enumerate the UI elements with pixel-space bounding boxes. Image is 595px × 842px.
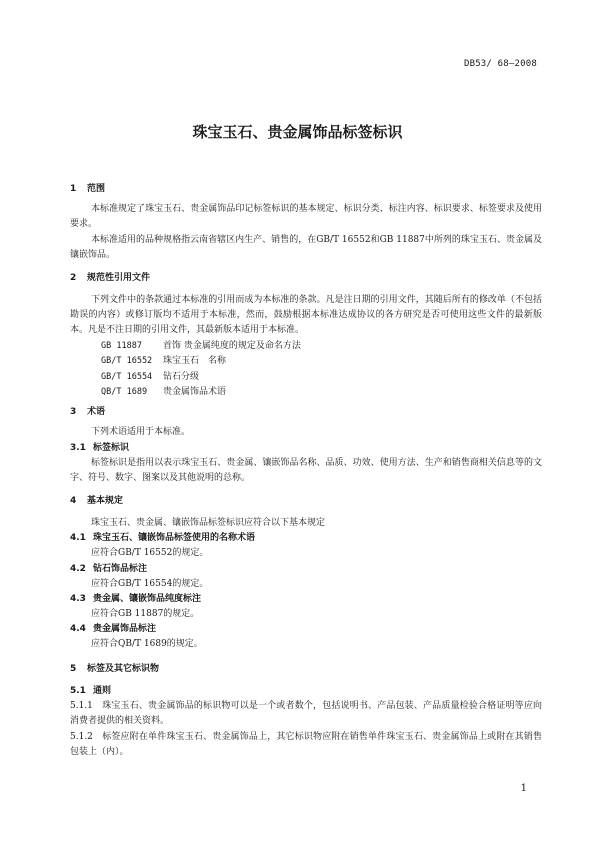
subsection-title: 通则 — [93, 685, 112, 696]
subsection-number: 4.4 — [70, 624, 86, 635]
reference-code: GB 11887 — [101, 340, 142, 351]
reference-list — [70, 339, 542, 401]
subsection-title: 标签标识 — [93, 442, 130, 453]
section-title: 标签及其它标识物 — [87, 663, 160, 674]
paragraph: 本标准规定了珠宝玉石、贵金属饰品印记标签标识的基本规定、标识分类、标注内容、标识要求、标签要求及使用要求。 — [70, 204, 542, 230]
paragraph: 下列术语适用于本标准。 — [91, 427, 191, 438]
subsection-number: 4.2 — [70, 563, 86, 574]
subsection-heading — [70, 622, 542, 637]
subsection-number: 4.3 — [70, 593, 86, 604]
subsection-heading — [70, 592, 542, 607]
paragraph: 5.1.1 珠宝玉石、贵金属饰品的标识物可以是一个或者数个，包括说明书、产品包装、产品质量检验合格证明等应向消费者提供的相关资料。 — [70, 700, 542, 727]
paragraph: 应符合QB/T 1689的规定。 — [91, 639, 203, 650]
reference-name: 首饰 贵金属纯度的规定及命名方法 — [163, 340, 301, 351]
paragraph: 珠宝玉石、贵金属、镶嵌饰品标签标识应符合以下基本规定 — [91, 517, 326, 528]
section-title: 规范性引用文件 — [87, 272, 151, 283]
section-4-heading — [70, 495, 542, 508]
reference-name: 珠宝玉石 名称 — [163, 356, 227, 367]
document-body — [70, 183, 542, 760]
subsection-title: 珠宝玉石、镶嵌饰品标签使用的名称术语 — [93, 533, 256, 544]
subsection-number: 5.1 — [70, 685, 86, 696]
document-code: DB53/ 68—2008 — [463, 59, 537, 69]
reference-code: GB/T 16554 — [101, 371, 153, 382]
section-title: 基本规定 — [87, 495, 124, 506]
section-title: 术语 — [87, 407, 106, 418]
reference-name: 钻石分级 — [163, 371, 200, 382]
paragraph: 标签标识是指用以表示珠宝玉石、贵金属、镶嵌饰品名称、品质、功效、使用方法、生产和销售商相关信息等的文字、符号、数字、图案以及其他说明的总称。 — [70, 457, 542, 484]
paragraph: 本标准适用的品种规格指云南省辖区内生产、销售的，在GB/T 16552和GB 11887中所列的珠宝玉石、贵金属及镶嵌饰品。 — [70, 234, 542, 261]
reference-code: GB/T 16552 — [101, 356, 153, 367]
subsection-number: 4.1 — [70, 533, 86, 544]
section-number: 3 — [70, 407, 77, 418]
section-number: 5 — [70, 663, 77, 674]
subsection-title: 贵金属、镶嵌饰品纯度标注 — [93, 593, 202, 604]
subsection-heading — [70, 684, 542, 699]
section-2-heading — [70, 272, 542, 285]
section-3-heading — [70, 406, 542, 419]
subsection-heading — [70, 531, 542, 546]
section-title: 范围 — [87, 184, 106, 194]
paragraph: 5.1.2 标签应附在单件珠宝玉石、贵金属饰品上，其它标识物应附在销售单件珠宝玉石、贵金属饰品上或附在其销售包装上（内）。 — [70, 731, 542, 757]
section-1-heading — [70, 183, 542, 196]
reference-code: QB/T 1689 — [101, 387, 148, 398]
subsection-title: 贵金属饰品标注 — [93, 624, 157, 635]
section-5-heading — [70, 663, 542, 676]
paragraph: 下列文件中的条款通过本标准的引用而成为本标准的条款。凡是注日期的引用文件，其随后所有的修改单（不包括勘误的内容）或修订版均不适用于本标准，然而，鼓励根据本标准达成协议的各方研究是否可使用这些文件的最新版本。凡是不注日期的引用文件，其最新版本适用于本标准。 — [70, 294, 542, 336]
reference-name: 贵金属饰品术语 — [163, 387, 227, 398]
reference-item — [101, 385, 542, 400]
reference-item — [101, 339, 542, 354]
section-number: 2 — [70, 272, 77, 283]
paragraph: 应符合GB 11887的规定。 — [91, 608, 200, 619]
reference-item — [101, 354, 542, 369]
subsection-heading — [70, 562, 542, 577]
page-number: 1 — [520, 783, 527, 794]
section-number: 1 — [70, 184, 77, 194]
section-number: 4 — [70, 495, 77, 506]
paragraph: 应符合GB/T 16554的规定。 — [91, 578, 209, 589]
subsection-number: 3.1 — [70, 442, 86, 453]
subsection-title: 钻石饰品标注 — [93, 563, 148, 574]
paragraph: 应符合GB/T 16552的规定。 — [91, 548, 209, 559]
reference-item — [101, 370, 542, 385]
subsection-heading — [70, 441, 542, 456]
document-title: 珠宝玉石、贵金属饰品标签标识 — [192, 123, 403, 141]
